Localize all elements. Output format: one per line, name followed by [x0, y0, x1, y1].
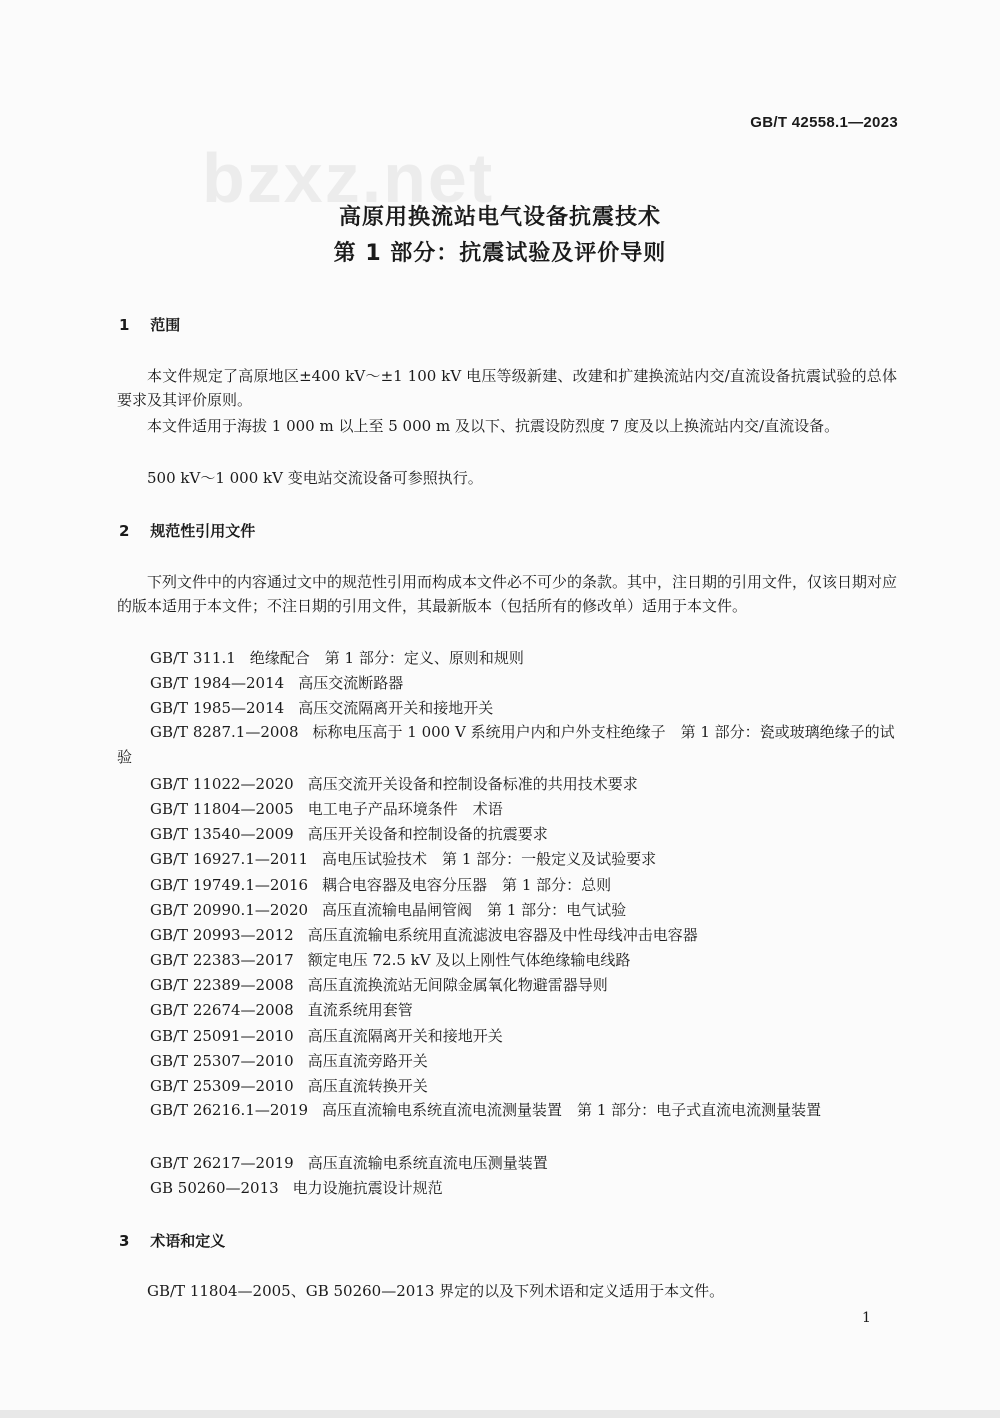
- reference-code: GB 50260—2013: [150, 1179, 279, 1197]
- reference-code: GB/T 22383—2017: [150, 951, 294, 969]
- reference-title: 高压开关设备和控制设备的抗震要求: [307, 825, 548, 843]
- reference-code: GB/T 8287.1—2008: [150, 723, 299, 741]
- standard-code: GB/T 42558.1—2023: [750, 114, 898, 131]
- reference-item: [150, 974, 608, 995]
- section-2-intro: 下列文件中的内容通过文中的规范性引用而构成本文件必不可少的条款。其中，注日期的引用文件，仅该日期对应的版本适用于本文件；不注日期的引用文件，其最新版本（包括所有的修改单）适用于本文件。: [117, 573, 898, 615]
- reference-title: 绝缘配合 第 1 部分：定义、原则和规则: [249, 649, 524, 667]
- section-1-title: 范围: [150, 316, 181, 334]
- reference-code: GB/T 26216.1—2019: [150, 1101, 309, 1119]
- reference-code: GB/T 1985—2014: [150, 699, 285, 717]
- reference-item: [150, 999, 413, 1020]
- section-2-number: 2: [119, 522, 130, 540]
- reference-title: 高压直流转换开关: [307, 1077, 428, 1095]
- page-number: 1: [862, 1310, 871, 1326]
- reference-code: GB/T 26217—2019: [150, 1154, 294, 1172]
- section-2-heading: [119, 520, 255, 541]
- reference-item: [150, 949, 630, 970]
- reference-item: [150, 647, 524, 668]
- reference-title: 高压直流隔离开关和接地开关: [307, 1027, 503, 1045]
- section-3-number: 3: [119, 1232, 130, 1250]
- reference-item: [150, 697, 493, 718]
- reference-title: 电力设施抗震设计规范: [292, 1179, 443, 1197]
- reference-item: [150, 874, 611, 895]
- section-2-title: 规范性引用文件: [150, 522, 256, 540]
- reference-code: GB/T 25309—2010: [150, 1077, 294, 1095]
- document-title-line1: 高原用换流站电气设备抗震技术: [338, 205, 661, 230]
- reference-title: 高压交流开关设备和控制设备标准的共用技术要求: [307, 775, 638, 793]
- reference-title: 高压直流换流站无间隙金属氧化物避雷器导则: [307, 976, 608, 994]
- watermark: bzxz.net: [202, 139, 495, 217]
- reference-title: 直流系统用套管: [307, 1001, 413, 1019]
- reference-item: [150, 798, 503, 819]
- page-bottom-edge: [0, 1410, 1000, 1418]
- section-3-paragraph-1: GB/T 11804—2005、GB 50260—2013 界定的以及下列术语和定义适用于本文件。: [147, 1282, 725, 1300]
- reference-title: 高压交流隔离开关和接地开关: [298, 699, 494, 717]
- reference-item: [117, 1098, 897, 1123]
- reference-item: [150, 1025, 503, 1046]
- section-1-number: 1: [119, 316, 130, 334]
- reference-code: GB/T 16927.1—2011: [150, 850, 309, 868]
- reference-title: 耦合电容器及电容分压器 第 1 部分：总则: [322, 876, 612, 894]
- reference-item: [150, 1075, 428, 1096]
- reference-code: GB/T 22674—2008: [150, 1001, 294, 1019]
- reference-code: GB/T 20990.1—2020: [150, 901, 309, 919]
- reference-title: 电工电子产品环境条件 术语: [307, 800, 503, 818]
- section-1-paragraph-1: 本文件规定了高原地区±400 kV～±1 100 kV 电压等级新建、改建和扩建换流站内交/直流设备抗震试验的总体要求及其评价原则。: [117, 367, 897, 409]
- reference-item: [117, 720, 897, 770]
- reference-item: [150, 773, 638, 794]
- reference-code: GB/T 19749.1—2016: [150, 876, 309, 894]
- reference-item: [150, 1177, 443, 1198]
- reference-title: 高压交流断路器: [298, 674, 404, 692]
- section-1-paragraph-2: 本文件适用于海拔 1 000 m 以上至 5 000 m 及以下、抗震设防烈度 7 度及以上换流站内交/直流设备。: [147, 417, 840, 435]
- reference-item: [150, 1050, 428, 1071]
- reference-code: GB/T 13540—2009: [150, 825, 294, 843]
- reference-code: GB/T 311.1: [150, 649, 236, 667]
- reference-code: GB/T 25307—2010: [150, 1052, 294, 1070]
- reference-code: GB/T 1984—2014: [150, 674, 285, 692]
- document-title-line2: 第 1 部分：抗震试验及评价导则: [333, 241, 667, 266]
- section-1-heading: [119, 314, 180, 335]
- reference-item: [150, 924, 698, 945]
- section-3-heading: [119, 1230, 225, 1251]
- reference-title: 高电压试验技术 第 1 部分：一般定义及试验要求: [322, 850, 657, 868]
- reference-code: GB/T 22389—2008: [150, 976, 294, 994]
- section-3-title: 术语和定义: [150, 1232, 226, 1250]
- reference-code: GB/T 20993—2012: [150, 926, 294, 944]
- reference-title: 高压直流旁路开关: [307, 1052, 428, 1070]
- reference-code: GB/T 11022—2020: [150, 775, 294, 793]
- reference-title: 高压直流输电系统直流电压测量装置: [307, 1154, 548, 1172]
- section-1-paragraph-3: 500 kV～1 000 kV 变电站交流设备可参照执行。: [147, 469, 483, 487]
- reference-item: [150, 823, 548, 844]
- reference-item: [150, 848, 656, 869]
- reference-title: 高压直流输电系统直流电流测量装置 第 1 部分：电子式直流电流测量装置: [322, 1101, 822, 1119]
- reference-item: [150, 1152, 548, 1173]
- reference-code: GB/T 25091—2010: [150, 1027, 294, 1045]
- reference-item: [150, 899, 626, 920]
- reference-title: 高压直流输电晶闸管阀 第 1 部分：电气试验: [322, 901, 627, 919]
- reference-title: 额定电压 72.5 kV 及以上刚性气体绝缘输电线路: [307, 951, 631, 969]
- reference-item: [150, 672, 403, 693]
- reference-code: GB/T 11804—2005: [150, 800, 294, 818]
- reference-title: 高压直流输电系统用直流滤波电容器及中性母线冲击电容器: [307, 926, 698, 944]
- reference-title: 标称电压高于 1 000 V 系统用户内和户外支柱绝缘子 第 1 部分：瓷或玻璃绝缘子的试验: [117, 723, 895, 766]
